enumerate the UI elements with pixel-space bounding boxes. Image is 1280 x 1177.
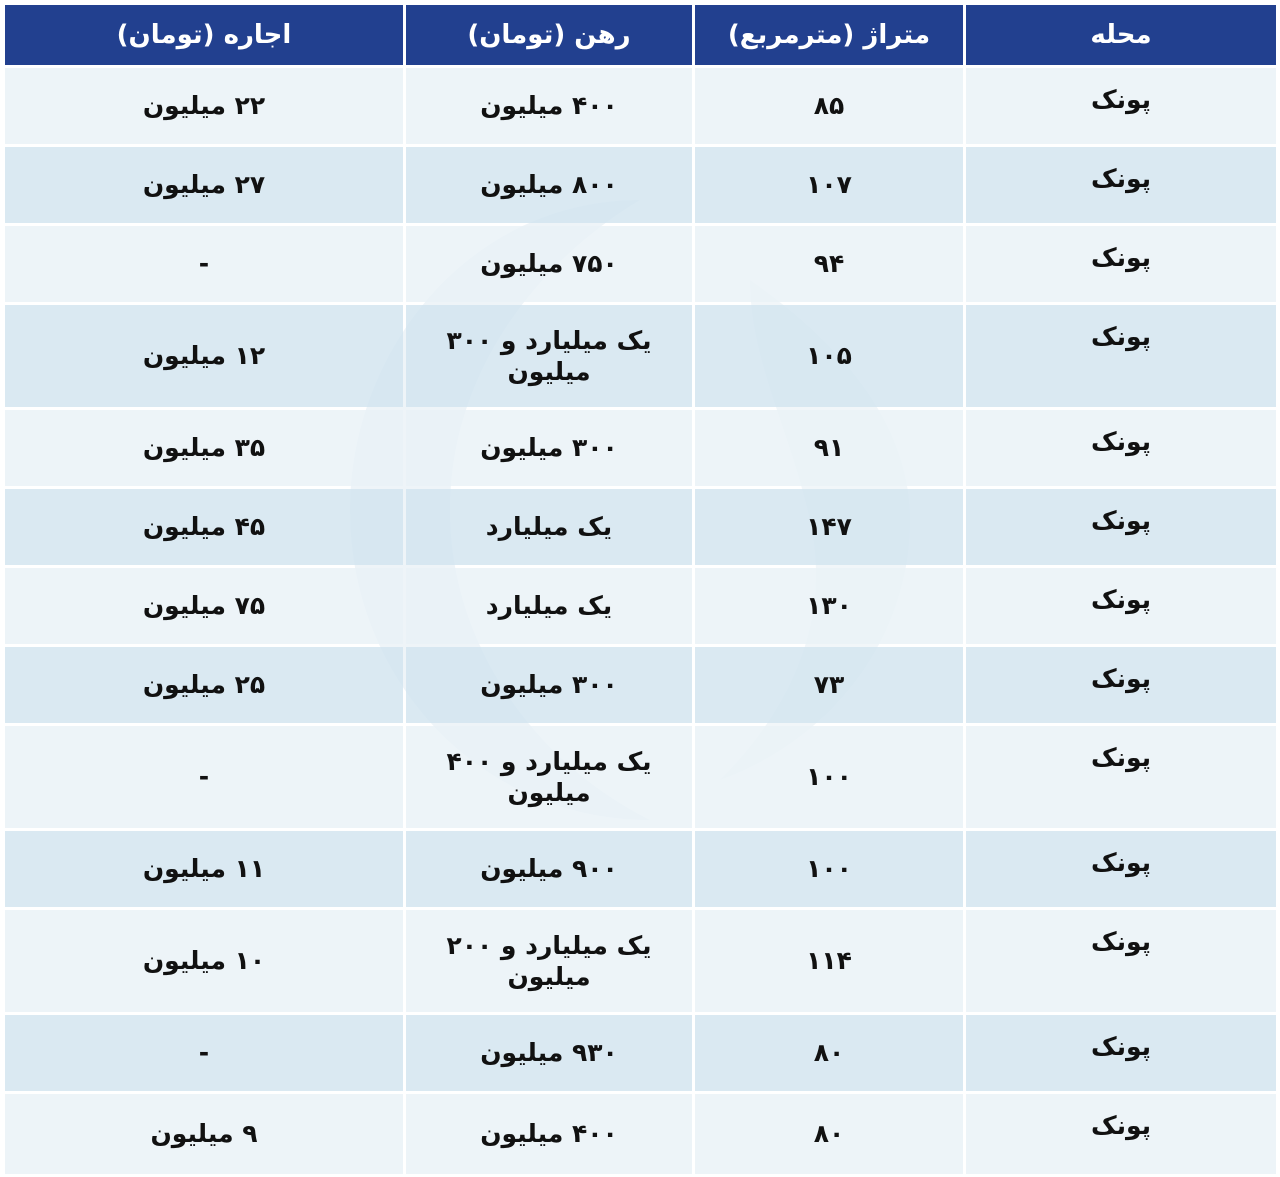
cell-neighborhood: پونک (966, 305, 1276, 407)
cell-area: ۹۱ (695, 410, 963, 486)
table-row (5, 1015, 1276, 1091)
cell-neighborhood: پونک (966, 147, 1276, 223)
table-header-row (5, 5, 1276, 65)
table-row (5, 305, 1276, 407)
cell-deposit: یک میلیارد و ۳۰۰ میلیون (406, 305, 692, 407)
header-deposit: رهن (تومان) (406, 5, 692, 65)
cell-rent: ۲۲ میلیون (5, 68, 403, 144)
table-row (5, 831, 1276, 907)
cell-neighborhood: پونک (966, 831, 1276, 907)
header-rent: اجاره (تومان) (5, 5, 403, 65)
table-row (5, 410, 1276, 486)
table-body (5, 68, 1276, 1174)
cell-rent: ۲۷ میلیون (5, 147, 403, 223)
cell-deposit: ۸۰۰ میلیون (406, 147, 692, 223)
table-row (5, 726, 1276, 828)
cell-area: ۱۰۵ (695, 305, 963, 407)
cell-deposit: یک میلیارد (406, 489, 692, 565)
table-row (5, 68, 1276, 144)
cell-rent: ۱۰ میلیون (5, 910, 403, 1012)
table-row (5, 647, 1276, 723)
table-row (5, 1094, 1276, 1174)
header-area: متراژ (مترمربع) (695, 5, 963, 65)
cell-rent: ۹ میلیون (5, 1094, 403, 1174)
cell-rent: - (5, 726, 403, 828)
cell-deposit: ۷۵۰ میلیون (406, 226, 692, 302)
cell-area: ۷۳ (695, 647, 963, 723)
cell-neighborhood: پونک (966, 647, 1276, 723)
cell-area: ۱۳۰ (695, 568, 963, 644)
cell-deposit: یک میلیارد (406, 568, 692, 644)
cell-rent: - (5, 226, 403, 302)
cell-deposit: ۹۳۰ میلیون (406, 1015, 692, 1091)
cell-deposit: ۳۰۰ میلیون (406, 647, 692, 723)
cell-neighborhood: پونک (966, 1015, 1276, 1091)
cell-neighborhood: پونک (966, 726, 1276, 828)
cell-area: ۱۰۰ (695, 831, 963, 907)
table-row (5, 489, 1276, 565)
cell-rent: ۷۵ میلیون (5, 568, 403, 644)
cell-deposit: یک میلیارد و ۲۰۰ میلیون (406, 910, 692, 1012)
cell-area: ۹۴ (695, 226, 963, 302)
cell-neighborhood: پونک (966, 489, 1276, 565)
cell-rent: ۱۲ میلیون (5, 305, 403, 407)
header-neighborhood: محله (966, 5, 1276, 65)
cell-neighborhood: پونک (966, 910, 1276, 1012)
cell-rent: ۳۵ میلیون (5, 410, 403, 486)
cell-neighborhood: پونک (966, 568, 1276, 644)
cell-neighborhood: پونک (966, 410, 1276, 486)
cell-area: ۱۰۰ (695, 726, 963, 828)
table-row (5, 226, 1276, 302)
cell-rent: - (5, 1015, 403, 1091)
cell-deposit: ۴۰۰ میلیون (406, 68, 692, 144)
cell-area: ۸۰ (695, 1094, 963, 1174)
cell-deposit: ۳۰۰ میلیون (406, 410, 692, 486)
rental-table (2, 2, 1279, 1177)
table-row (5, 910, 1276, 1012)
cell-neighborhood: پونک (966, 226, 1276, 302)
cell-neighborhood: پونک (966, 1094, 1276, 1174)
cell-area: ۸۵ (695, 68, 963, 144)
cell-deposit: ۴۰۰ میلیون (406, 1094, 692, 1174)
cell-rent: ۲۵ میلیون (5, 647, 403, 723)
cell-deposit: یک میلیارد و ۴۰۰ میلیون (406, 726, 692, 828)
table-row (5, 568, 1276, 644)
cell-area: ۸۰ (695, 1015, 963, 1091)
cell-rent: ۱۱ میلیون (5, 831, 403, 907)
cell-area: ۱۴۷ (695, 489, 963, 565)
cell-rent: ۴۵ میلیون (5, 489, 403, 565)
cell-area: ۱۰۷ (695, 147, 963, 223)
table-row (5, 147, 1276, 223)
cell-neighborhood: پونک (966, 68, 1276, 144)
cell-deposit: ۹۰۰ میلیون (406, 831, 692, 907)
cell-area: ۱۱۴ (695, 910, 963, 1012)
